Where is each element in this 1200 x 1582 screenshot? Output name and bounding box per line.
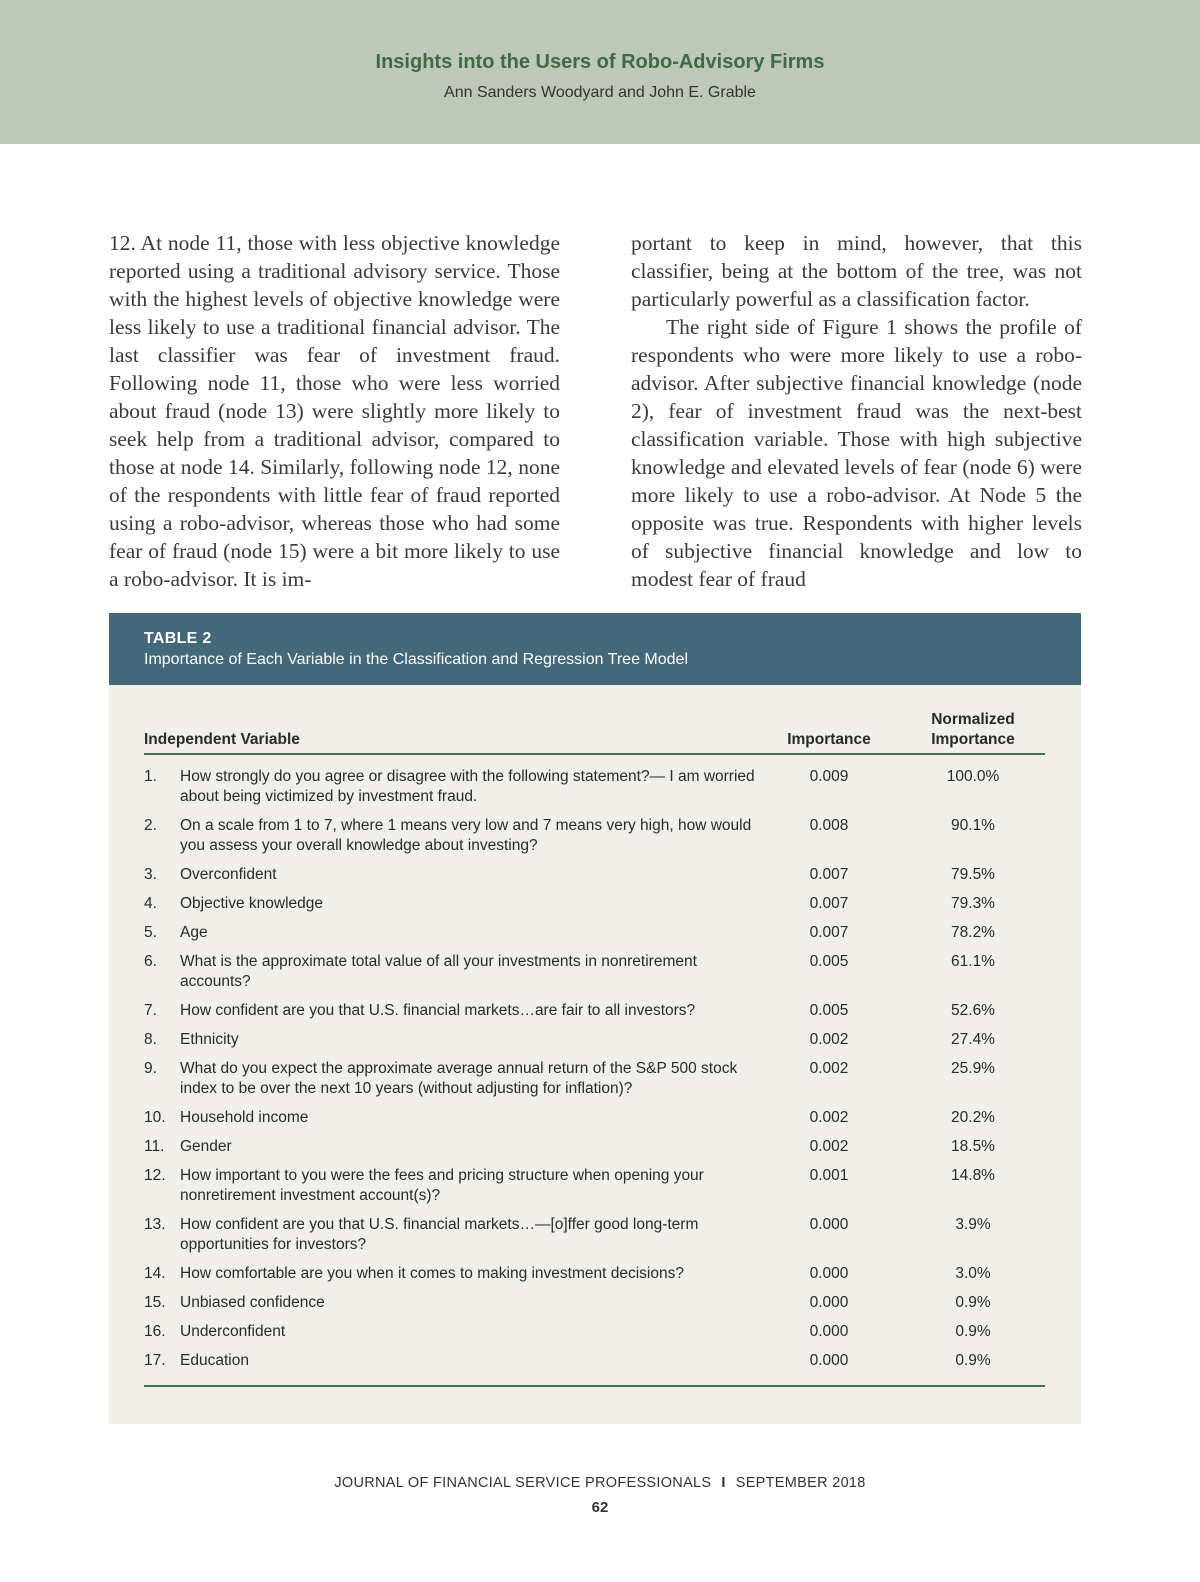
row-variable: How important to you were the fees and pricing structure when opening your nonretirement investment account(s)? — [180, 1167, 704, 1204]
row-importance: 0.000 — [809, 1352, 849, 1369]
row-importance: 0.000 — [809, 1216, 849, 1233]
table-row — [144, 1351, 1045, 1371]
row-importance: 0.001 — [809, 1167, 849, 1184]
row-normalized-importance: 27.4% — [951, 1031, 995, 1048]
row-importance: 0.007 — [809, 866, 849, 883]
row-variable: Overconfident — [180, 866, 277, 883]
row-importance: 0.000 — [809, 1265, 849, 1282]
row-normalized-importance: 100.0% — [946, 768, 1000, 785]
body-column-right — [631, 229, 1082, 593]
article-title: Insights into the Users of Robo-Advisory Firms — [375, 51, 825, 73]
row-normalized-importance: 25.9% — [951, 1060, 995, 1077]
table-row — [144, 1001, 1045, 1021]
issue-date: SEPTEMBER 2018 — [735, 1475, 866, 1491]
row-variable: Ethnicity — [180, 1031, 239, 1048]
row-variable: Unbiased confidence — [180, 1294, 325, 1311]
page-number: 62 — [591, 1499, 609, 1516]
table-body — [144, 767, 1045, 1380]
table-row — [144, 952, 1045, 992]
row-variable: How strongly do you agree or disagree with the following statement?— I am worried about being victimized by investment fraud. — [180, 768, 755, 805]
table-row — [144, 1166, 1045, 1206]
row-number: 13. — [144, 1216, 166, 1233]
row-importance: 0.005 — [809, 1002, 849, 1019]
row-variable: How confident are you that U.S. financial markets…are fair to all investors? — [180, 1002, 696, 1019]
row-variable: Household income — [180, 1109, 309, 1126]
row-variable: How confident are you that U.S. financial markets…—[o]ffer good long-term opportunities for investors? — [180, 1216, 699, 1253]
row-number: 15. — [144, 1294, 166, 1311]
column-header-normalized — [909, 710, 1037, 750]
row-normalized-importance: 78.2% — [951, 924, 995, 941]
table-header-bar — [109, 613, 1081, 685]
row-normalized-importance: 3.0% — [955, 1265, 991, 1282]
row-variable: Underconfident — [180, 1323, 286, 1340]
row-normalized-importance: 79.5% — [951, 866, 995, 883]
row-variable: Education — [180, 1352, 249, 1369]
row-number: 7. — [144, 1002, 157, 1019]
paragraph: portant to keep in mind, however, that this classifier, being at the bottom of the tree, was not particularly powerful as a classification factor. — [631, 231, 1082, 311]
row-variable: On a scale from 1 to 7, where 1 means very low and 7 means very high, how would you assess your overall knowledge about investing? — [180, 817, 752, 854]
row-number: 5. — [144, 924, 157, 941]
row-normalized-importance: 79.3% — [951, 895, 995, 912]
column-header-importance: Importance — [787, 731, 871, 748]
row-normalized-importance: 18.5% — [951, 1138, 995, 1155]
row-number: 3. — [144, 866, 157, 883]
row-variable: Objective knowledge — [180, 895, 324, 912]
table-row — [144, 1108, 1045, 1128]
row-normalized-importance: 0.9% — [955, 1323, 991, 1340]
row-importance: 0.002 — [809, 1060, 849, 1077]
row-normalized-importance: 90.1% — [951, 817, 995, 834]
row-normalized-importance: 0.9% — [955, 1352, 991, 1369]
row-number: 9. — [144, 1060, 157, 1077]
row-importance: 0.009 — [809, 768, 849, 785]
row-normalized-importance: 20.2% — [951, 1109, 995, 1126]
row-variable: How comfortable are you when it comes to making investment decisions? — [180, 1265, 684, 1282]
column-header-normalized-line2: Importance — [931, 731, 1015, 748]
row-number: 11. — [144, 1138, 165, 1155]
table-row — [144, 894, 1045, 914]
row-importance: 0.008 — [809, 817, 849, 834]
table-caption: Importance of Each Variable in the Classification and Regression Tree Model — [144, 651, 688, 668]
row-importance: 0.005 — [809, 953, 849, 970]
header-band — [0, 0, 1200, 144]
row-number: 16. — [144, 1323, 166, 1340]
row-number: 14. — [144, 1265, 166, 1282]
table-row — [144, 865, 1045, 885]
row-normalized-importance: 52.6% — [951, 1002, 995, 1019]
row-number: 4. — [144, 895, 157, 912]
table-2 — [109, 613, 1081, 1424]
article-authors: Ann Sanders Woodyard and John E. Grable — [444, 84, 756, 101]
row-importance: 0.002 — [809, 1109, 849, 1126]
row-importance: 0.007 — [809, 895, 849, 912]
row-importance: 0.000 — [809, 1323, 849, 1340]
row-number: 1. — [144, 768, 157, 785]
row-normalized-importance: 14.8% — [951, 1167, 995, 1184]
table-row — [144, 1322, 1045, 1342]
row-number: 2. — [144, 817, 157, 834]
row-importance: 0.000 — [809, 1294, 849, 1311]
column-header-variable: Independent Variable — [144, 731, 300, 748]
row-number: 6. — [144, 953, 157, 970]
table-row — [144, 1137, 1045, 1157]
row-normalized-importance: 0.9% — [955, 1294, 991, 1311]
table-row — [144, 816, 1045, 856]
footer-separator: I — [721, 1475, 726, 1491]
footer-journal — [0, 1475, 1200, 1491]
row-normalized-importance: 61.1% — [951, 953, 995, 970]
row-importance: 0.007 — [809, 924, 849, 941]
row-importance: 0.002 — [809, 1031, 849, 1048]
body-column-left — [109, 229, 560, 593]
table-row — [144, 767, 1045, 807]
table-rule-bottom — [144, 1385, 1045, 1387]
paragraph: 12. At node 11, those with less objective knowledge reported using a traditional advisory service. Those with the highest levels of objective knowledge were less likely to use a traditional financial advisor. The last classifier was fear of investment fraud. Following node 11, those who were less worried about fraud (node 13) were slightly more likely to seek help from a traditional advisor, compared to those at node 14. Similarly, following node 12, none of the respondents with little fear of fraud reported using a robo-advisor, whereas those who had some fear of fraud (node 15) were a bit more likely to use a robo-advisor. It is im- — [109, 231, 560, 591]
table-row — [144, 1215, 1045, 1255]
row-number: 8. — [144, 1031, 157, 1048]
column-header-normalized-line1: Normalized — [931, 711, 1015, 728]
row-normalized-importance: 3.9% — [955, 1216, 991, 1233]
paragraph: The right side of Figure 1 shows the profile of respondents who were more likely to use a robo-advisor. After subjective financial knowledge (node 2), fear of investment fraud was the next-best classification variable. Those with high subjective knowledge and elevated levels of fear (node 6) were more likely to use a robo-advisor. At Node 5 the opposite was true. Respondents with higher levels of subjective financial knowledge and low to modest fear of fraud — [631, 315, 1082, 591]
row-variable: Age — [180, 924, 208, 941]
row-variable: What is the approximate total value of all your investments in nonretirement accounts? — [180, 953, 697, 990]
table-row — [144, 1030, 1045, 1050]
row-variable: Gender — [180, 1138, 232, 1155]
journal-name: JOURNAL OF FINANCIAL SERVICE PROFESSIONALS — [334, 1475, 712, 1491]
row-importance: 0.002 — [809, 1138, 849, 1155]
table-rule-top — [144, 753, 1045, 755]
table-row — [144, 1059, 1045, 1099]
row-number: 17. — [144, 1352, 166, 1369]
table-row — [144, 1264, 1045, 1284]
row-number: 10. — [144, 1109, 166, 1126]
row-variable: What do you expect the approximate average annual return of the S&P 500 stock index to be over the next 10 years (without adjusting for inflation)? — [180, 1060, 738, 1097]
table-row — [144, 1293, 1045, 1313]
row-number: 12. — [144, 1167, 166, 1184]
table-row — [144, 923, 1045, 943]
table-label: TABLE 2 — [144, 630, 212, 647]
